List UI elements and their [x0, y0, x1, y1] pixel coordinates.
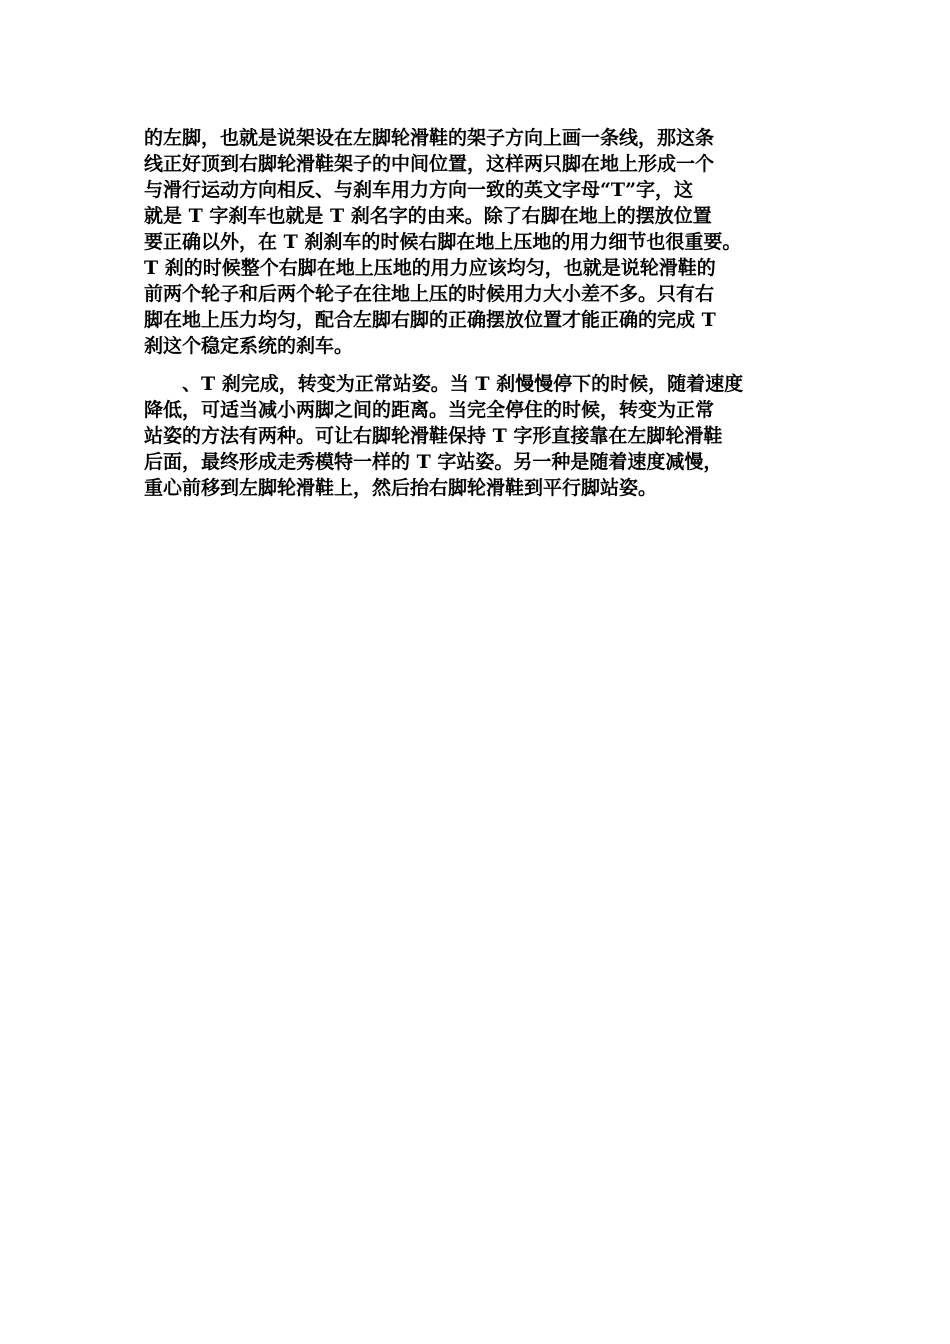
text-line: 降低，可适当减小两脚之间的距离。当完全停住的时候，转变为正常	[144, 399, 715, 421]
text-line: 刹这个稳定系统的刹车。	[144, 335, 354, 357]
text-line: 重心前移到左脚轮滑鞋上，然后抬右脚轮滑鞋到平行脚站姿。	[144, 477, 658, 499]
text-line: 脚在地上压力均匀，配合左脚右脚的正确摆放位置才能正确的完成 T	[144, 309, 716, 331]
text-line: 后面，最终形成走秀模特一样的 T 字站姿。另一种是随着速度减慢，	[144, 451, 723, 473]
paragraph-t-brake-explanation	[144, 125, 824, 359]
text-line: 与滑行运动方向相反、与刹车用力方向一致的英文字母“T”字，这	[144, 179, 693, 201]
text-line: 前两个轮子和后两个轮子在往地上压的时候用力大小差不多。只有右	[144, 283, 715, 305]
text-line: 的左脚，也就是说架设在左脚轮滑鞋的架子方向上画一条线，那这条	[144, 127, 715, 149]
text-line: 线正好顶到右脚轮滑鞋架子的中间位置，这样两只脚在地上形成一个	[144, 153, 715, 175]
text-line: 站姿的方法有两种。可让右脚轮滑鞋保持 T 字形直接靠在左脚轮滑鞋	[144, 425, 723, 447]
text-line: 要正确以外，在 T 刹刹车的时候右脚在地上压地的用力细节也很重要。	[144, 231, 742, 253]
paragraph-t-brake-finish	[144, 371, 824, 501]
text-line: T 刹的时候整个右脚在地上压地的用力应该均匀，也就是说轮滑鞋的	[144, 257, 716, 279]
text-line: 、T 刹完成，转变为正常站姿。当 T 刹慢慢停下的时候，随着速度	[144, 373, 744, 395]
text-line: 就是 T 字刹车也就是 T 刹名字的由来。除了右脚在地上的摆放位置	[144, 205, 712, 227]
